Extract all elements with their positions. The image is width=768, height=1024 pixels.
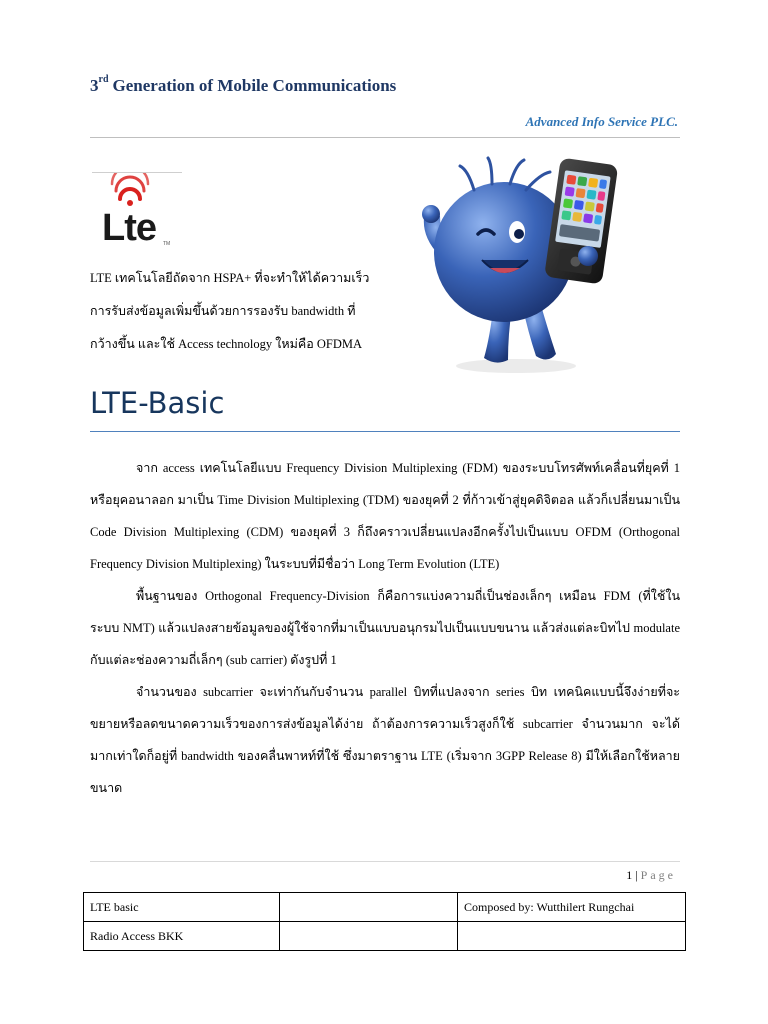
lte-signal-logo-icon bbox=[92, 173, 182, 253]
intro-line: LTE เทคโนโลยีถัดจาก HSPA+ ที่จะทำให้ได้ความเร็ว bbox=[90, 271, 370, 285]
page-number-value: 1 bbox=[626, 868, 633, 882]
footer-divider bbox=[90, 861, 680, 862]
page-label: Page bbox=[640, 868, 676, 882]
title-superscript: rd bbox=[98, 74, 109, 86]
page-number bbox=[626, 868, 676, 883]
company-name: Advanced Info Service PLC. bbox=[525, 114, 678, 129]
document-header-title bbox=[90, 76, 396, 96]
heading-divider bbox=[90, 431, 680, 432]
lte-logo bbox=[92, 172, 182, 253]
title-number: 3 bbox=[90, 76, 99, 95]
body-paragraph: จำนวนของ subcarrier จะเท่ากันกับจำนวน parallel บิทที่แปลงจาก series บิท เทคนิคแบบนี้จึงง่ายที่จะขยายหรือลดขนาดความเร็วของการส่งข้อมูลได้ง่าย ถ้าต้องการความเร็วสูงก็ใช้ subcarrier จำนวนมาก จะได้มากเท่าใดก็อยู่ที่ bandwidth ของคลื่นพาหท์ที่ใช้ ซึ่งมาตราฐาน LTE (เริ่มจาก 3GPP Release 8) มีให้เลือกใช้หลายขนาด bbox=[90, 685, 680, 795]
logo-tm: TM bbox=[163, 241, 171, 247]
body-paragraph: พื้นฐานของ Orthogonal Frequency-Division ก็คือการแบ่งความถี่เป็นช่องเล็กๆ เหมือน FDM (ที่ใช้ในระบบ NMT) แล้วแปลงสายข้อมูลของผู้ใช้จากที่มาเป็นแบบอนุกรมไปเป็นแบบขนาน แล้วส่งแต่ละบิทไป modulate กับแต่ละช่องความถี่เล็กๆ (sub carrier) ดังรูปที่ 1 bbox=[90, 589, 680, 667]
table-row bbox=[84, 922, 686, 951]
body-paragraph: จาก access เทคโนโลยีแบบ Frequency Division Multiplexing (FDM) ของระบบโทรศัพท์เคลื่อนที่ยุคที่ 1 หรือยุคอนาลอก มาเป็น Time Division Multiplexing (TDM) ของยุคที่ 2 ที่ก้าวเข้าสู่ยุคดิจิตอล แล้วก็เปลี่ยนมาเป็น Code Division Multiplexing (CDM) ของยุคที่ 3 ก็ถึงคราวเปลี่ยนแปลงอีกครั้งไปเป็นแบบ OFDM (Orthogonal Frequency Division Multiplexing) ในระบบที่มีชื่อว่า Long Term Evolution (LTE) bbox=[90, 461, 680, 571]
section-body bbox=[90, 452, 680, 804]
section-heading: LTE-Basic bbox=[90, 386, 225, 420]
table-cell bbox=[280, 922, 458, 951]
page-number-separator: | bbox=[635, 868, 638, 882]
title-text: Generation of Mobile Communications bbox=[112, 76, 397, 95]
intro-paragraph bbox=[90, 262, 410, 361]
table-cell bbox=[280, 893, 458, 922]
table-cell bbox=[458, 922, 686, 951]
mascot-holding-phone-icon bbox=[404, 152, 684, 378]
mascot-illustration bbox=[404, 152, 684, 378]
header-divider bbox=[90, 137, 680, 138]
intro-line: การรับส่งข้อมูลเพิ่มขึ้นด้วยการรองรับ bandwidth ที่ bbox=[90, 304, 356, 318]
intro-line: กว้างขึ้น และใช้ Access technology ใหม่คือ OFDMA bbox=[90, 337, 362, 351]
logo-text: Lte bbox=[102, 207, 156, 249]
table-cell: Radio Access BKK bbox=[84, 922, 280, 951]
table-row bbox=[84, 893, 686, 922]
footer-table bbox=[83, 892, 686, 951]
table-cell: LTE basic bbox=[84, 893, 280, 922]
table-cell: Composed by: Wutthilert Rungchai bbox=[458, 893, 686, 922]
